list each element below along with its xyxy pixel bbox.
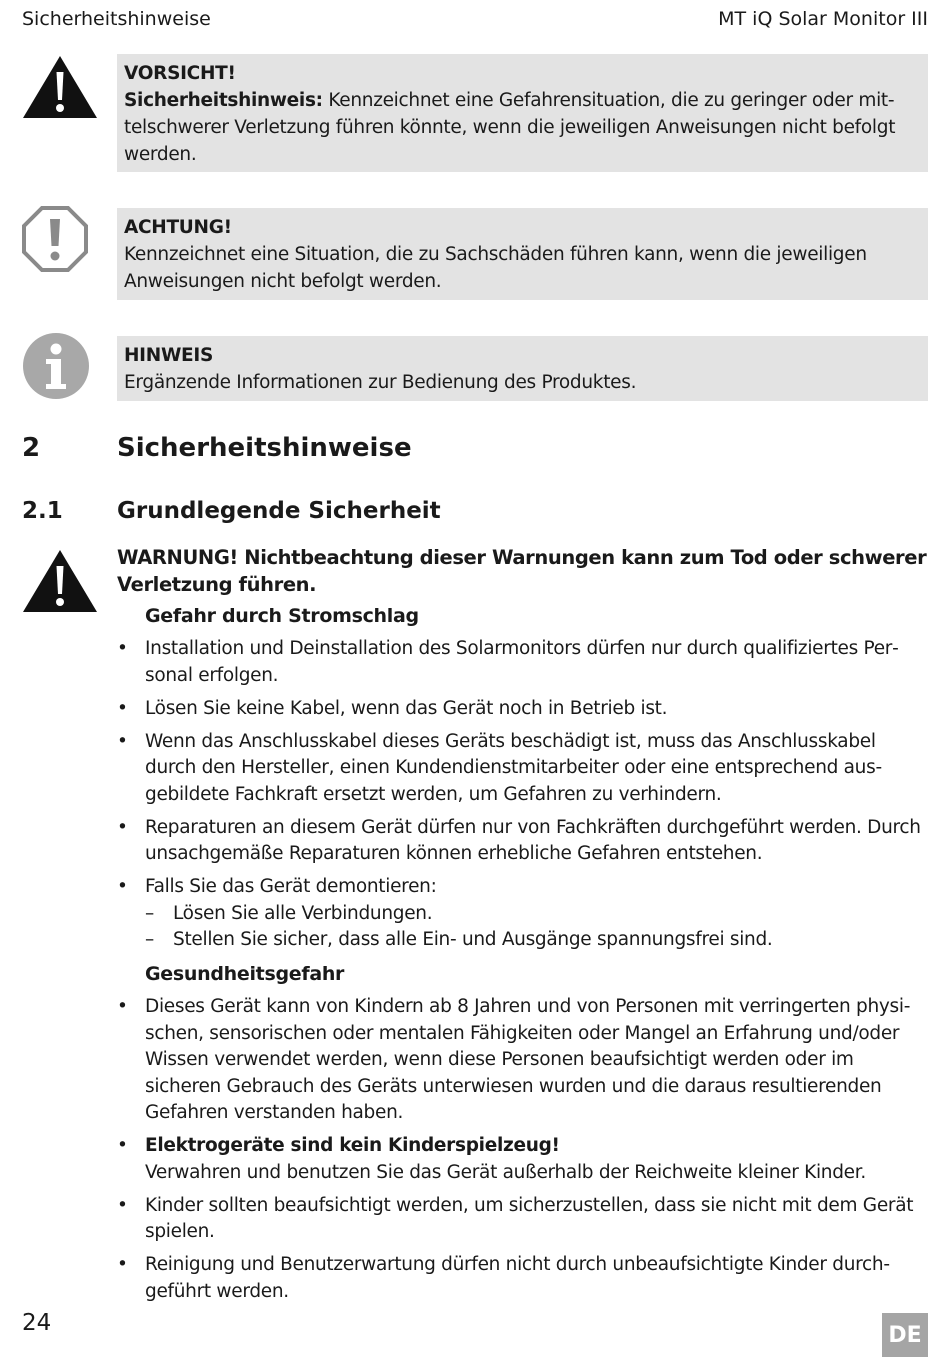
- list-item: • Reparaturen an diesem Gerät dürfen nur von Fachkräften durchgeführt werden. Durch unsachgemäße Reparaturen können erhebliche Gefahren entstehen.: [117, 815, 928, 868]
- warning-triangle-icon: [22, 548, 98, 614]
- list-item: • Wenn das Anschlusskabel dieses Geräts beschädigt ist, muss das Anschlusskabel durch den Hersteller, einen Kundendienstmitarbeiter oder eine entsprechend ausgebildete Fachkraft ersetzt werden, um Gefahren zu verhindern.: [117, 729, 928, 809]
- list-item: [117, 874, 928, 954]
- attention-octagon-icon: [22, 206, 88, 272]
- language-tab: DE: [882, 1313, 928, 1357]
- running-header-section: Sicherheitshinweise: [22, 8, 211, 30]
- health-hazard-list: [117, 994, 928, 1305]
- toy-warning-text: Verwahren und benutzen Sie das Gerät außerhalb der Reichweite kleiner Kinder.: [145, 1161, 866, 1183]
- warning-statement: WARNUNG! Nichtbeachtung dieser Warnungen kann zum Tod oder schwerer Verletzung führen.: [117, 546, 927, 596]
- notice-caution-title: VORSICHT!: [124, 63, 236, 84]
- dismount-step: – Stellen Sie sicher, dass alle Ein- und Ausgänge spannungsfrei sind.: [145, 927, 928, 954]
- running-header-product: MT iQ Solar Monitor III: [718, 8, 928, 30]
- info-circle-icon: [22, 332, 90, 400]
- health-hazard-heading: Gesundheitsgefahr: [145, 963, 345, 985]
- notice-caution: [117, 54, 928, 172]
- notice-caution-lead: Sicherheitshinweis:: [124, 90, 323, 111]
- list-item: • Dieses Gerät kann von Kindern ab 8 Jahren und von Personen mit verringerten physischen, sensorischen oder mentalen Fähigkeiten oder Mangel an Erfahrung und/oder Wissen verwendet werden, wenn diese Personen beaufsichtigt werden oder im sicheren Gebrauch des Geräts unterwiesen wurden und die daraus resultierenden Gefahren verstanden haben.: [117, 994, 928, 1127]
- list-item: [117, 1133, 928, 1186]
- notice-attention: [117, 208, 928, 300]
- warning-triangle-icon: [22, 54, 98, 120]
- notice-info: [117, 336, 928, 401]
- notice-info-text: Ergänzende Informationen zur Bedienung des Produktes.: [124, 372, 637, 393]
- electric-shock-list: [117, 636, 928, 954]
- notice-attention-title: ACHTUNG!: [124, 217, 232, 238]
- section-title: Sicherheitshinweise: [117, 433, 412, 463]
- electric-shock-heading: Gefahr durch Stromschlag: [145, 605, 419, 627]
- list-item: • Installation und Deinstallation des Solarmonitors dürfen nur durch qualifiziertes Personal erfolgen.: [117, 636, 928, 689]
- page-number: 24: [22, 1310, 52, 1336]
- notice-attention-text: Kennzeichnet eine Situation, die zu Sachschäden führen kann, wenn die jeweiligen Anweisungen nicht befolgt werden.: [124, 244, 867, 292]
- toy-warning: Elektrogeräte sind kein Kinderspielzeug!: [145, 1135, 560, 1156]
- list-item: • Lösen Sie keine Kabel, wenn das Gerät noch in Betrieb ist.: [117, 696, 928, 723]
- subsection-title: Grundlegende Sicherheit: [117, 498, 441, 524]
- dismount-text: Falls Sie das Gerät demontieren:: [145, 876, 437, 897]
- notice-info-title: HINWEIS: [124, 345, 213, 366]
- list-item: • Kinder sollten beaufsichtigt werden, um sicherzustellen, dass sie nicht mit dem Gerät spielen.: [117, 1193, 928, 1246]
- dismount-step: – Lösen Sie alle Verbindungen.: [145, 901, 928, 928]
- notice-caution-text: Kennzeichnet eine Gefahrensituation, die zu geringer oder mittelschwerer Verletzung führen könnte, wenn die jeweiligen Anweisungen nicht befolgt werden.: [124, 90, 896, 165]
- dismount-steps: [145, 901, 928, 954]
- list-item: • Reinigung und Benutzerwartung dürfen nicht durch unbeaufsichtigte Kinder durchgeführt werden.: [117, 1252, 928, 1305]
- section-number: 2: [22, 433, 41, 463]
- subsection-number: 2.1: [22, 498, 63, 524]
- safety-content: [117, 602, 928, 1312]
